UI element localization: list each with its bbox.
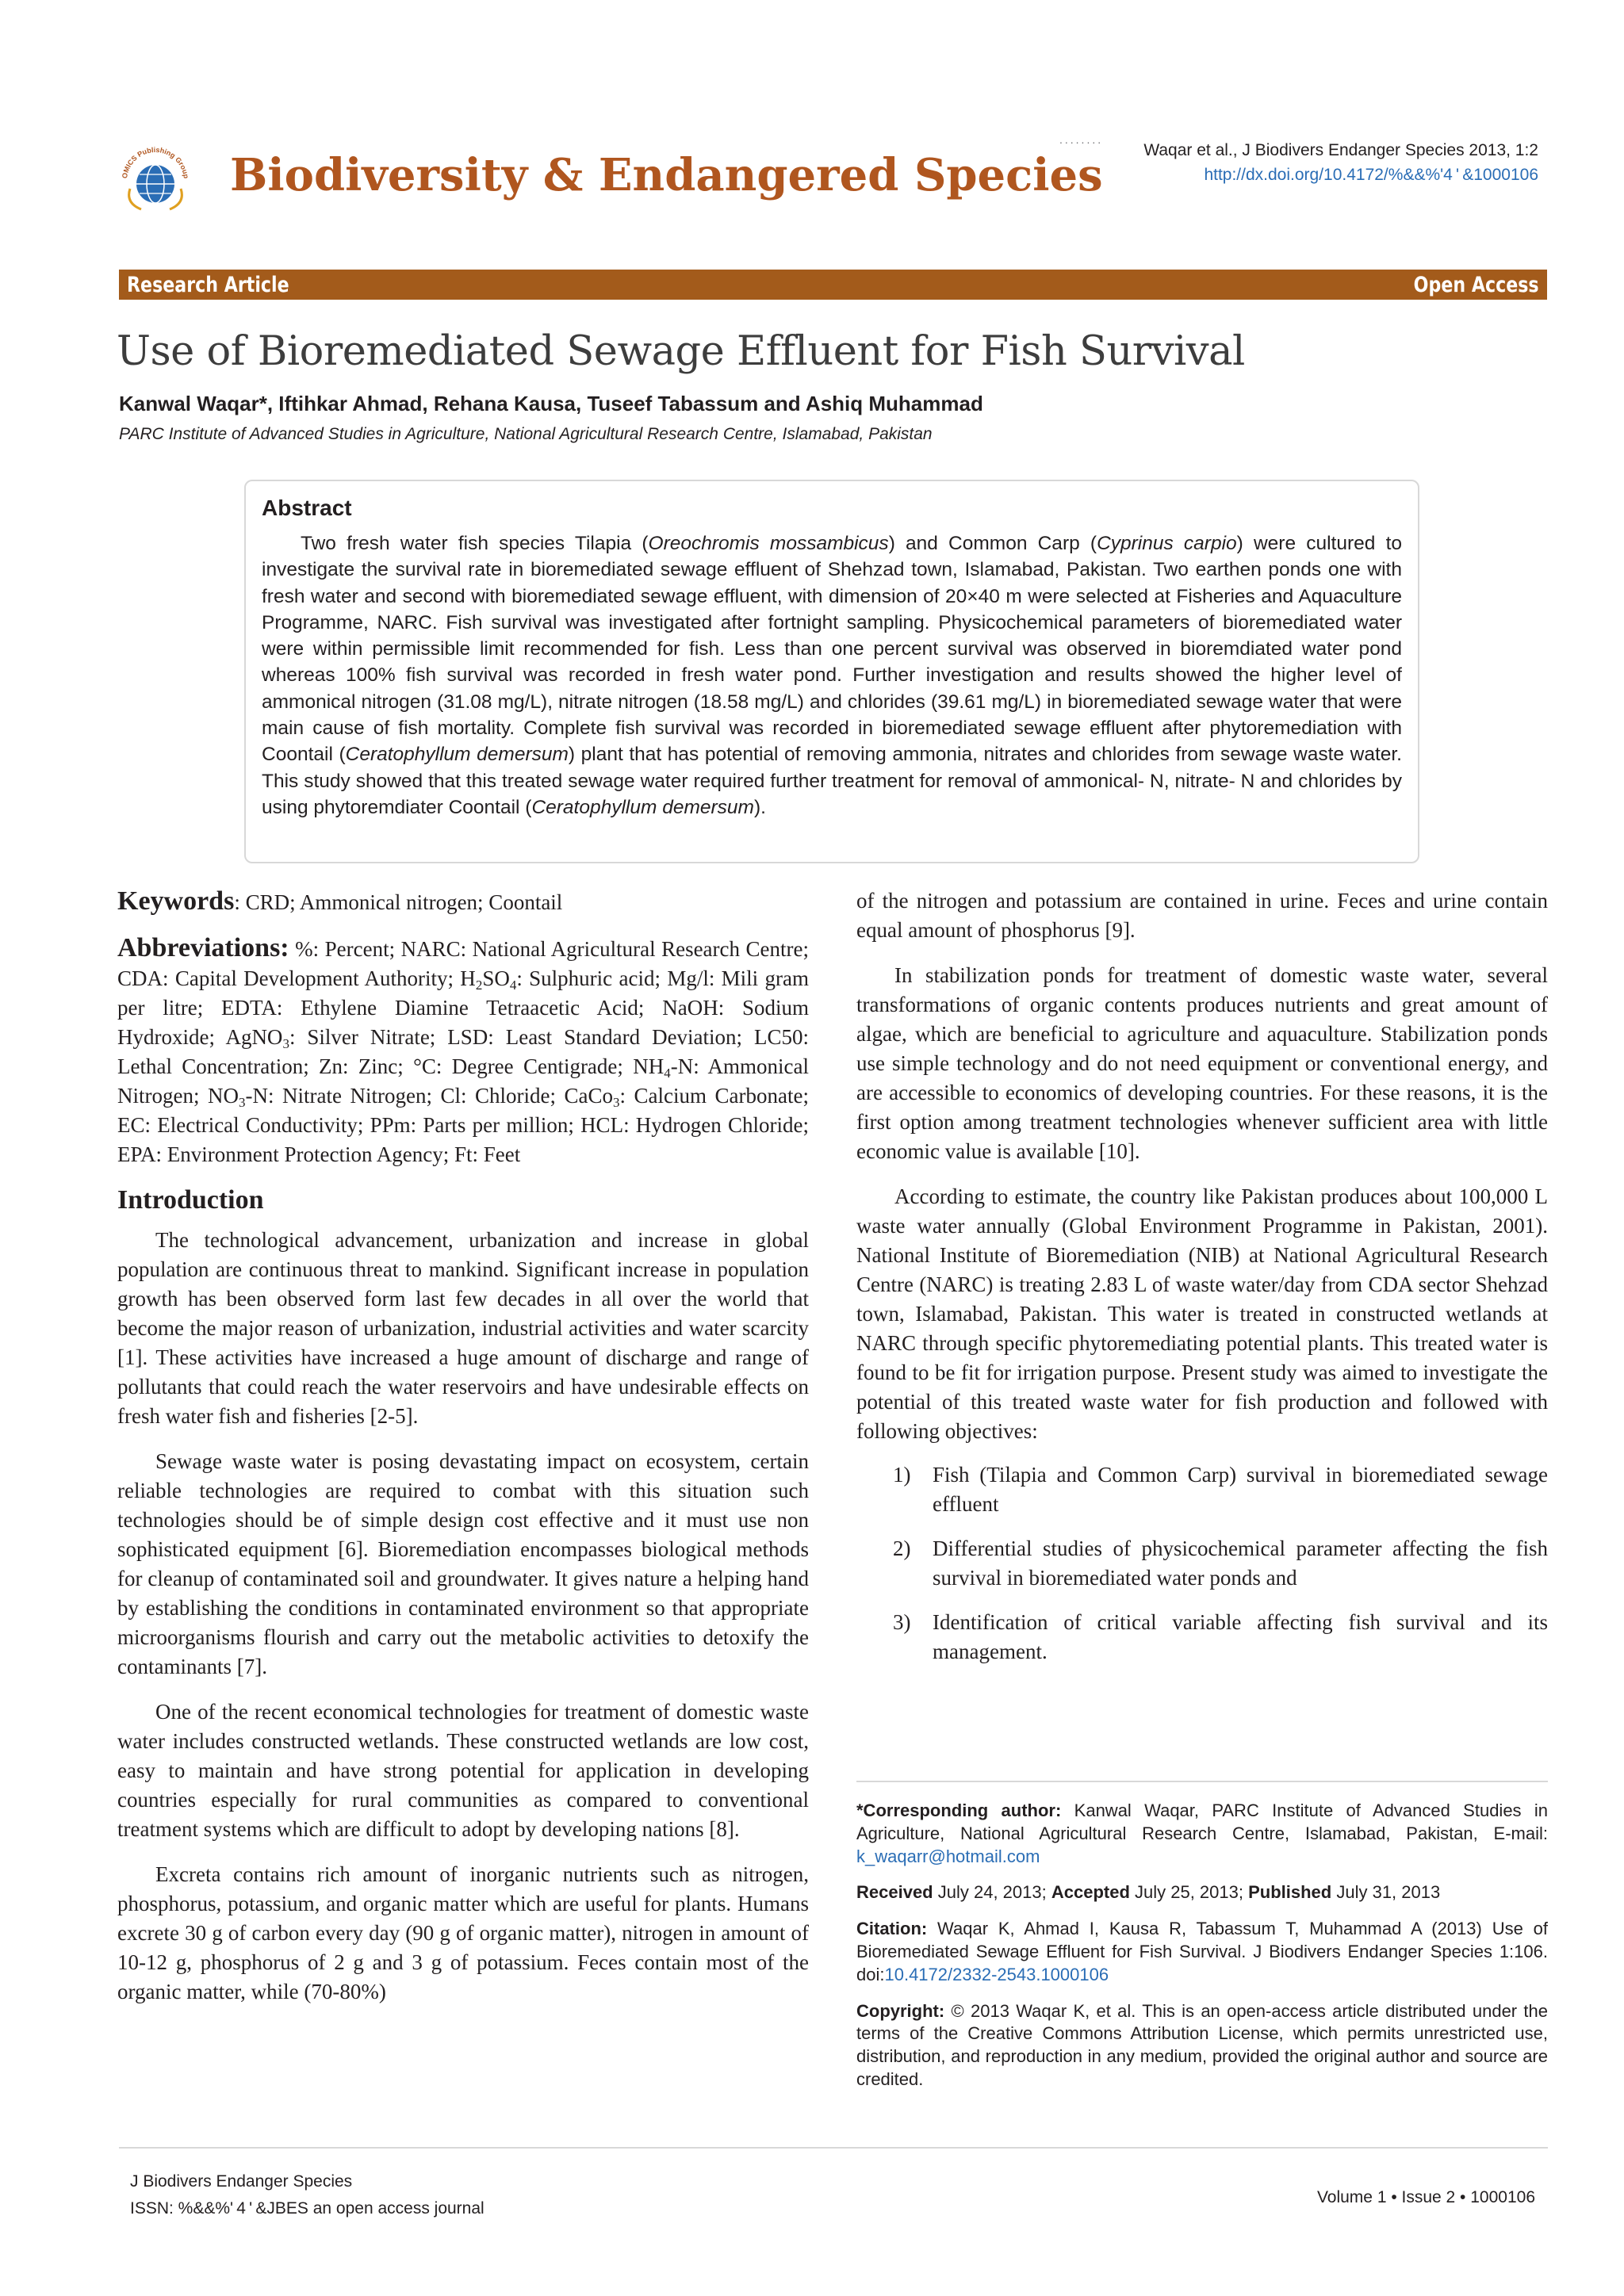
body-paragraph: of the nitrogen and potassium are contained in urine. Feces and urine contain equal amount of phosphorus [9]. bbox=[856, 889, 1548, 942]
article-type-label: Research Article bbox=[127, 272, 289, 297]
intro-paragraph: Sewage waste water is posing devastating impact on ecosystem, certain reliable technologies are required to combat with this situation such technologies should be of simple design cost effective and it must use non sophisticated equipment [6]. Bioremediation encompasses biological methods for cleanup of contaminated soil and groundwater. It gives nature a helping hand by establishing the conditions in contaminated environment so that appropriate microorganisms flourish and carry out the metabolic activities to detoxify the contaminants [7]. bbox=[117, 1449, 809, 1678]
left-column bbox=[117, 886, 809, 2007]
footer-journal: J Biodivers Endanger Species bbox=[130, 2172, 353, 2191]
abstract-box bbox=[244, 480, 1419, 863]
intro-paragraph: Excreta contains rich amount of inorganic nutrients such as nitrogen, phosphorus, potassium, and organic matter which are useful for plants. Humans excrete 30 g of carbon every day (90 g of organic matter), nitrogen in amount of 10-12 g, phosphorus of 2 g and 3 g of potassium. Feces contain most of the organic matter, while (70-80%) bbox=[117, 1862, 809, 2003]
list-number: 1) bbox=[893, 1463, 911, 1487]
journal-title: Biodiversity & Endangered Species bbox=[230, 149, 1103, 201]
keywords bbox=[117, 886, 809, 917]
footer-divider bbox=[119, 2147, 1548, 2149]
article-info bbox=[856, 1800, 1548, 2105]
keywords-text: : CRD; Ammonical nitrogen; Coontail bbox=[234, 890, 563, 914]
abstract-text: Two fresh water fish species Tilapia (Oreochromis mossambicus) and Common Carp (Cyprinus carpio) were cultured to investigate the survival rate in bioremediated sewage effluent of Shehzad town, Islamabad, Pakistan. Two earthen ponds one with fresh water and second with bioremediated sewage effluent, with dimension of 20×40 m were selected at Fisheries and Aquaculture Programme, NARC. Fish survival was investigated after fortnight sampling. Physicochemical parameters of bioremediated water were within permissible limit recommended for fish. Less than one percent survival was observed in bioremdiated water pond whereas 100% fish survival was recorded in fresh water pond. Further investigation and results showed the higher level of ammonical nitrogen (31.08 mg/L), nitrate nitrogen (18.58 mg/L) and chlorides (39.61 mg/L) in bioremediated sewage water that were main cause of fish mortality. Complete fish survival was recorded in bioremediated sewage effluent after phytoremediation with Coontail (Ceratophyllum demersum) plant that has potential of removing ammonia, nitrates and chlorides from sewage waste water. This study showed that this treated sewage water required further treatment for removal of ammonical- N, nitrate- N and chlorides by using phytoremdiater Coontail (Ceratophyllum demersum). bbox=[262, 533, 1403, 818]
doi-link[interactable]: 10.4172/2332-2543.1000106 bbox=[884, 1964, 1109, 1984]
objectives-list bbox=[856, 1460, 1548, 1667]
list-text: Fish (Tilapia and Common Carp) survival in bioremediated sewage effluent bbox=[933, 1463, 1548, 1516]
dates: Received July 24, 2013; Accepted July 25, 2013; Published July 31, 2013 bbox=[856, 1882, 1441, 1903]
abbreviations: Abbreviations: %: Percent; NARC: National Agricultural Research Centre; CDA: Capital Development Authority; $H_2SO_4$: Sulphuric acid; Mg/l: Mili gram per litre; EDTA: Ethylene Diamine Tetraacetic Acid; NaOH: Sodium Hydroxide; AgNO$_3$: Silver Nitrate; LSD: Least Standard Deviation; LC50: Lethal Concentration; Zn: Zinc; °C: Degree Centigrade; $NH_4-N$: Ammonical Nitrogen; $NO_3-N$: Nitrate Nitrogen; Cl: Chloride; CaCo$_3$: Calcium Carbonate; EC: Electrical Conductivity; PPm: Parts per million; HCL: Hydrogen Chloride; EPA: Environment Protection Agency; Ft: Feet bbox=[117, 933, 810, 1166]
body-paragraph: According to estimate, the country like Pakistan produces about 100,000 L waste water annually (Global Environment Programme in Pakistan, 2001). National Institute of Bioremediation (NIB) at National Agricultural Research Centre (NARC) is treating 2.83 L of waste water/day from CDA sector Shehzad town, Islamabad, Pakistan. This water is treated in constructed wetlands at NARC through specific phytoremediating potential plants. This treated water is found to be fit for irrigation purpose. Present study was aimed to investigate the potential of this treated waste water for fish production and followed with following objectives: bbox=[856, 1184, 1548, 1443]
affiliation: PARC Institute of Advanced Studies in Agriculture, National Agricultural Research Centre, Islamabad, Pakistan bbox=[119, 425, 933, 443]
journal-logo bbox=[117, 140, 193, 216]
abstract-heading: Abstract bbox=[262, 496, 352, 520]
list-text: Differential studies of physicochemical parameter affecting the fish survival in bioremediated water ponds and bbox=[933, 1536, 1548, 1590]
author-list: Kanwal Waqar*, Iftihkar Ahmad, Rehana Kausa, Tuseef Tabassum and Ashiq Muhammad bbox=[119, 392, 983, 415]
header-dots: ........ bbox=[1059, 133, 1104, 146]
right-column bbox=[856, 886, 1548, 1682]
abbreviations-heading: Abbreviations: bbox=[117, 933, 289, 962]
list-number: 2) bbox=[893, 1536, 911, 1560]
body-paragraph: In stabilization ponds for treatment of domestic waste water, several transformations of organic contents produces nutrients and great amount of algae, which are beneficial to agriculture and aquaculture. Stabilization ponds use simple technology and do not need equipment or conventional energy, and are accessible to economics of developing countries. For these reasons, it is the first option among treatment technologies whenever sufficient area with little economic value is available [10]. bbox=[856, 963, 1548, 1163]
intro-paragraph: The technological advancement, urbanization and increase in global population are continuous threat to mankind. Significant increase in population growth has been observed form last few decades in all over the world that become the major reason of urbanization, industrial activities and water scarcity [1]. These activities have increased a huge amount of discharge and range of pollutants that could reach the water reservoirs and have undesirable effects on fresh water fish and fisheries [2-5]. bbox=[117, 1228, 809, 1428]
intro-paragraph: One of the recent economical technologies for treatment of domestic waste water includes constructed wetlands. These constructed wetlands are low cost, easy to maintain and have strong potential for application in developing countries especially for rural communities as compared to conventional treatment systems which are difficult to adopt by developing nations [8]. bbox=[117, 1700, 809, 1841]
logo-label: OMICS Publishing Group bbox=[121, 145, 190, 179]
footer-volume: Volume 1 • Issue 2 • 1000106 bbox=[1316, 2188, 1535, 2206]
open-access-label: Open Access bbox=[1414, 272, 1539, 297]
list-item bbox=[856, 1460, 1548, 1519]
article-title: Use of Bioremediated Sewage Effluent for Fish Survival bbox=[117, 328, 1245, 375]
footer-issn: ISSN: %&&%' ​4 ' &JBES an open access journal bbox=[130, 2199, 485, 2218]
citation: Citation: Waqar K, Ahmad I, Kausa R, Tabassum T, Muhammad A (2013) Use of Bioremediated Sewage Effluent for Fish Survival. J Biodivers Endanger Species 1:106. doi:10.4172/2332-2543.1000106 bbox=[856, 1919, 1548, 1984]
email-link[interactable]: k_waqarr@hotmail.com bbox=[856, 1846, 1040, 1866]
header-citation: Waqar et al., J Biodivers Endanger Species 2013, 1:2 bbox=[1143, 141, 1538, 159]
article-type-banner bbox=[119, 270, 1547, 300]
list-item bbox=[856, 1608, 1548, 1667]
corresponding-author: *Corresponding author: Kanwal Waqar, PARC Institute of Advanced Studies in Agriculture, National Agricultural Research Centre, Islamabad, Pakistan, E-mail: k_waqarr@hotmail.com bbox=[856, 1800, 1549, 1866]
header-doi-link[interactable]: http://dx.doi.org/10.4172/%&&%'​4 ' &1000106 bbox=[1204, 166, 1538, 184]
copyright: Copyright: © 2013 Waqar K, et al. This is an open-access article distributed under the terms of the Creative Commons Attribution License, which permits unrestricted use, distribution, and reproduction in any medium, provided the original author and source are credited. bbox=[856, 2000, 1548, 2089]
list-item bbox=[856, 1534, 1548, 1593]
list-number: 3) bbox=[893, 1610, 911, 1634]
introduction-heading: Introduction bbox=[117, 1185, 264, 1215]
list-text: Identification of critical variable affecting fish survival and its management. bbox=[933, 1610, 1548, 1663]
keywords-heading: Keywords bbox=[117, 886, 235, 916]
info-divider bbox=[856, 1781, 1548, 1782]
